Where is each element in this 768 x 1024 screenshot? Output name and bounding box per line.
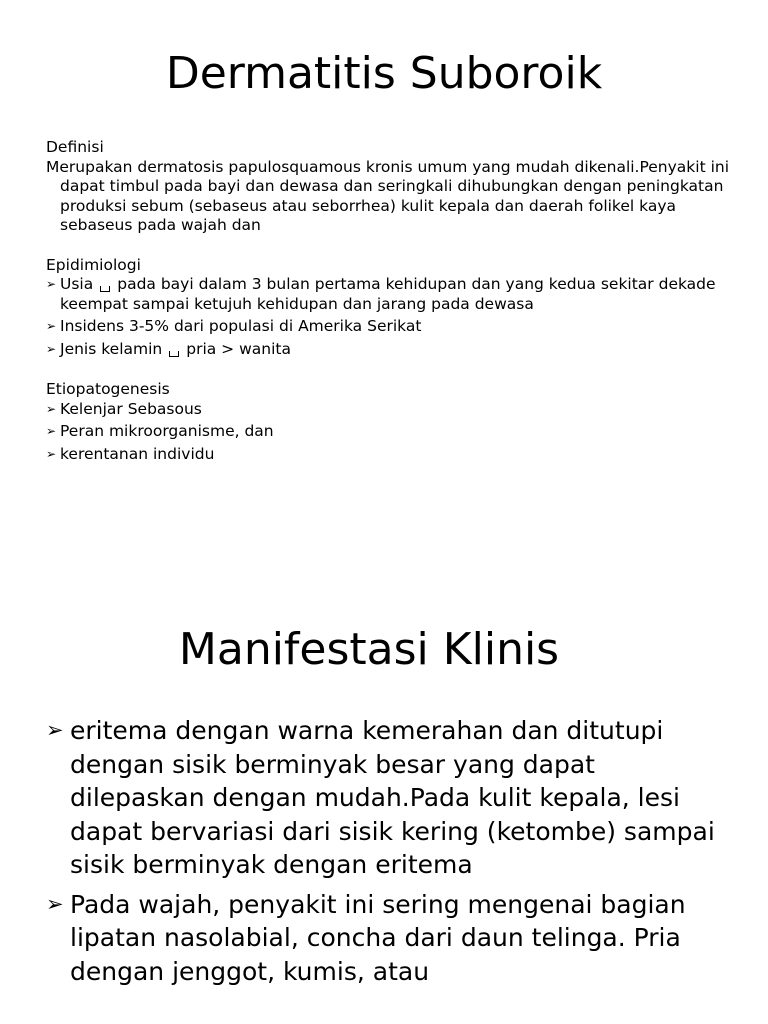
bullet-text: Pada wajah, penyakit ini sering mengenai bagian lipatan nasolabial, concha dari daun telinga. Pria dengan jenggot, kumis, atau: [70, 889, 686, 986]
bullet-text: kerentanan individu: [60, 444, 215, 463]
arrowhead-bullet-icon: ➢: [46, 424, 57, 438]
bracket-symbol-icon: [100, 286, 110, 292]
section-heading-etiopatogenesis: Etiopatogenesis: [46, 380, 170, 398]
list-item: [46, 275, 736, 314]
arrowhead-bullet-icon: ➢: [46, 341, 57, 356]
list-item: [46, 422, 736, 442]
arrowhead-bullet-icon: ➢: [46, 401, 57, 416]
bullet-text: eritema dengan warna kemerahan dan ditutupi dengan sisik berminyak besar yang dapat dilepaskan dengan mudah.Pada kulit kepala, lesi dapat bervariasi dari sisik kering (ketombe) sampai sisik berminyak dengan eritema: [70, 716, 715, 879]
bullet-text-after: pada bayi dalam 3 bulan pertama kehidupan dan yang kedua sekitar dekade keempat sampai ketujuh kehidupan dan jarang pada dewasa: [60, 275, 716, 313]
bullet-text: Peran mikroorganisme, dan: [60, 422, 274, 440]
slide-manifestasi: [0, 512, 768, 1024]
bracket-symbol-icon: [169, 351, 179, 357]
bullet-text-after: pria > wanita: [186, 339, 291, 358]
list-item: [46, 317, 736, 337]
slide-body: [46, 714, 726, 994]
list-item: [46, 340, 736, 360]
slide-title: Dermatitis Suboroik: [165, 48, 603, 99]
list-item: [46, 888, 726, 989]
slide-body: [46, 138, 736, 467]
bullet-text-before: Usia: [60, 275, 94, 293]
slide-title: Manifestasi Klinis: [178, 624, 560, 675]
list-item: [46, 400, 736, 420]
section-heading-epidemiologi: Epidimiologi: [46, 255, 141, 274]
arrowhead-bullet-icon: ➢: [46, 718, 64, 742]
definisi-text: Merupakan dermatosis papulosquamous kronis umum yang mudah dikenali.Penyakit ini dapat timbul pada bayi dan dewasa dan seringkali dihubungkan dengan peningkatan produksi sebum (sebaseus atau seborrhea) kulit kepala dan daerah folikel kaya sebaseus pada wajah dan: [46, 157, 730, 234]
bullet-text-before: Jenis kelamin: [60, 339, 163, 358]
list-item: [46, 445, 736, 465]
section-heading-definisi: Definisi: [46, 138, 104, 156]
bullet-text: Insidens 3-5% dari populasi di Amerika Serikat: [60, 317, 422, 335]
arrowhead-bullet-icon: ➢: [46, 319, 57, 333]
list-item: [46, 714, 726, 882]
arrowhead-bullet-icon: ➢: [46, 891, 64, 916]
arrowhead-bullet-icon: ➢: [46, 277, 57, 291]
bullet-text: Kelenjar Sebasous: [60, 399, 202, 418]
arrowhead-bullet-icon: ➢: [46, 446, 57, 461]
